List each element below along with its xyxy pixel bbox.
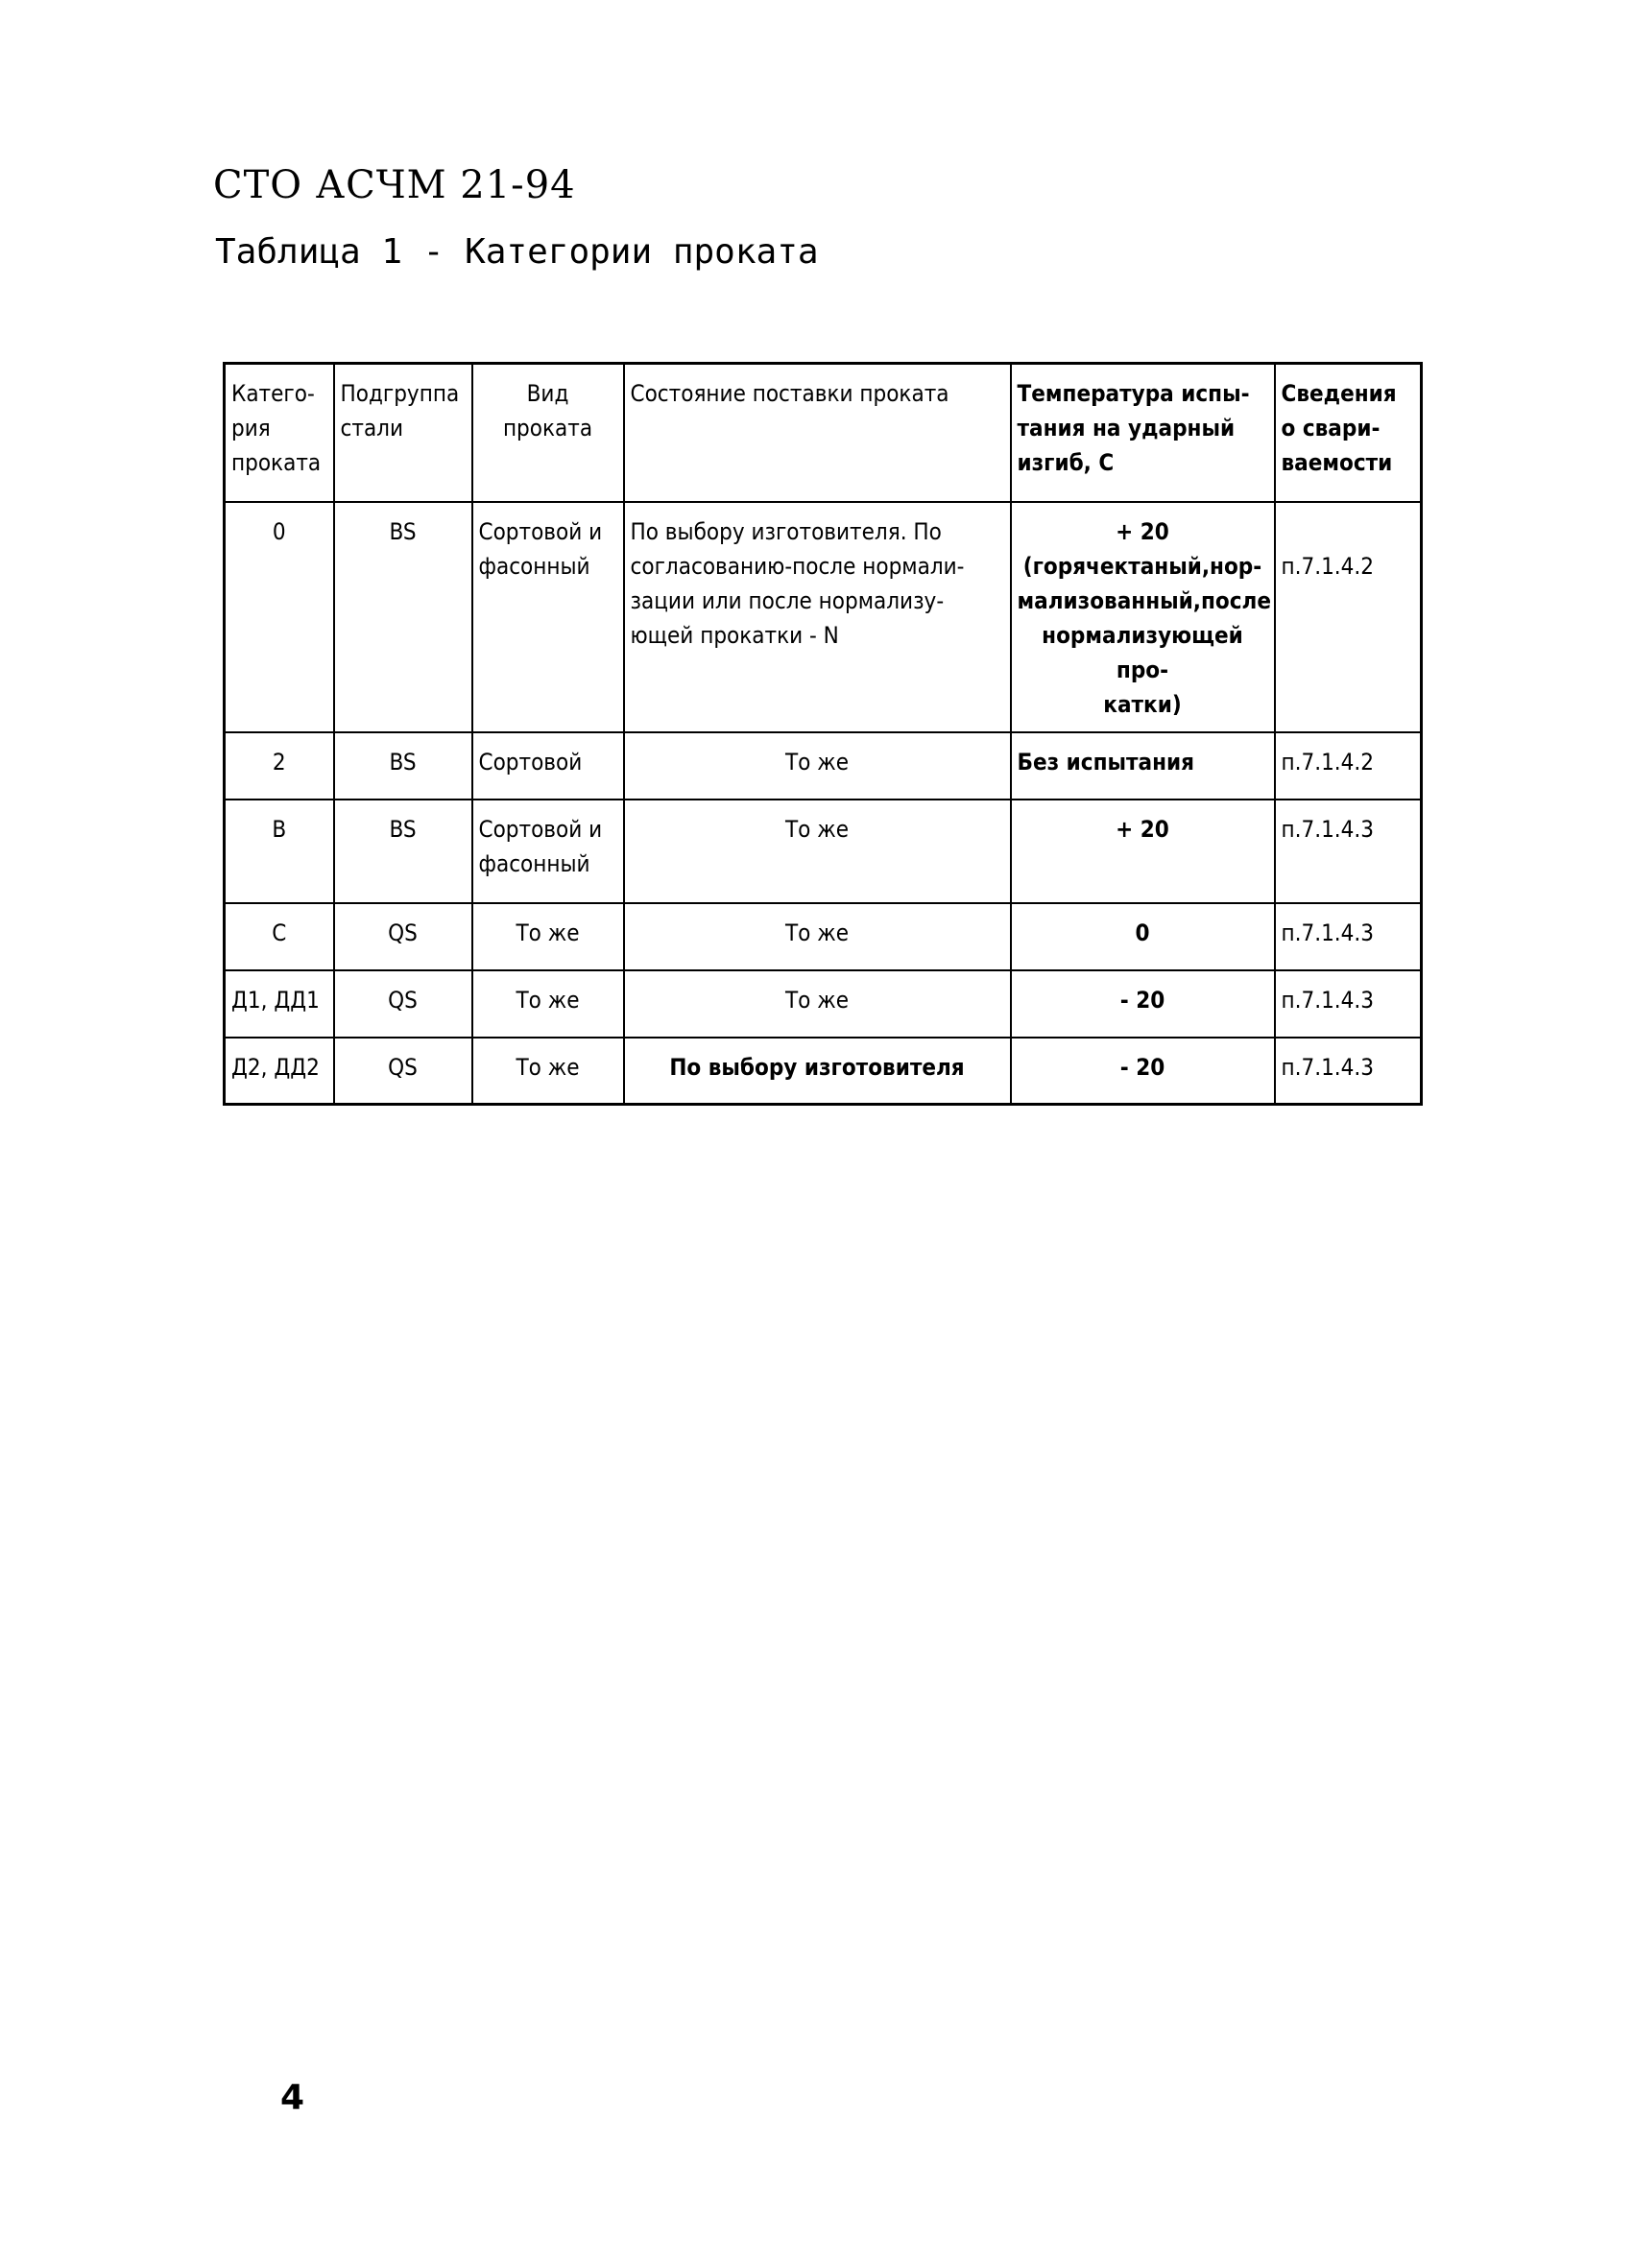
table-row (225, 732, 1422, 800)
cell-subgroup: BS (334, 732, 472, 800)
cell-type: Сортовой и фасонный (472, 502, 624, 732)
cell-type: То же (472, 903, 624, 970)
cell-temperature: Без испытания (1011, 732, 1275, 800)
table-row (225, 1038, 1422, 1105)
cell-type: То же (472, 970, 624, 1038)
column-header-subgroup: Подгруппа стали (334, 364, 472, 502)
table-caption: Таблица 1 - Категории проката (215, 232, 819, 272)
cell-type: Сортовой и фасонный (472, 800, 624, 903)
cell-category: Д2, ДД2 (225, 1038, 334, 1105)
cell-subgroup: BS (334, 502, 472, 732)
cell-subgroup: QS (334, 903, 472, 970)
column-header-type: Вид проката (472, 364, 624, 502)
cell-temperature: - 20 (1011, 970, 1275, 1038)
cell-delivery: То же (624, 903, 1011, 970)
column-header-category: Катего- рия проката (225, 364, 334, 502)
cell-temperature: 0 (1011, 903, 1275, 970)
column-header-temperature: Температура испы- тания на ударный изгиб, С (1011, 364, 1275, 502)
cell-delivery: По выбору изготовителя (624, 1038, 1011, 1105)
cell-category: 2 (225, 732, 334, 800)
cell-weldability: п.7.1.4.3 (1275, 800, 1422, 903)
cell-weldability: п.7.1.4.2 (1275, 502, 1422, 732)
table-row (225, 903, 1422, 970)
page-number: 4 (280, 2078, 305, 2117)
cell-subgroup: QS (334, 970, 472, 1038)
table-row (225, 800, 1422, 903)
cell-category: 0 (225, 502, 334, 732)
column-header-delivery: Состояние поставки проката (624, 364, 1011, 502)
column-header-weldability: Сведения о свари- ваемости (1275, 364, 1422, 502)
cell-subgroup: QS (334, 1038, 472, 1105)
cell-temperature: + 20 (горячектаный,нор- мализованный,после нормализующей про- катки) (1011, 502, 1275, 732)
cell-weldability: п.7.1.4.3 (1275, 1038, 1422, 1105)
cell-category: В (225, 800, 334, 903)
cell-subgroup: BS (334, 800, 472, 903)
cell-type: То же (472, 1038, 624, 1105)
cell-category: С (225, 903, 334, 970)
cell-weldability: п.7.1.4.2 (1275, 732, 1422, 800)
cell-type: Сортовой (472, 732, 624, 800)
cell-weldability: п.7.1.4.3 (1275, 970, 1422, 1038)
cell-temperature: + 20 (1011, 800, 1275, 903)
cell-delivery: То же (624, 732, 1011, 800)
cell-delivery: То же (624, 970, 1011, 1038)
table-header-row (225, 364, 1422, 502)
rolled-products-categories-table (223, 362, 1423, 1106)
cell-delivery: По выбору изготовителя. По согласованию-после нормали- зации или после нормализу- ющей прокатки - N (624, 502, 1011, 732)
cell-temperature: - 20 (1011, 1038, 1275, 1105)
document-code: СТО АСЧМ 21-94 (213, 163, 576, 207)
cell-weldability: п.7.1.4.3 (1275, 903, 1422, 970)
table-row (225, 502, 1422, 732)
table-row (225, 970, 1422, 1038)
cell-category: Д1, ДД1 (225, 970, 334, 1038)
cell-delivery: То же (624, 800, 1011, 903)
